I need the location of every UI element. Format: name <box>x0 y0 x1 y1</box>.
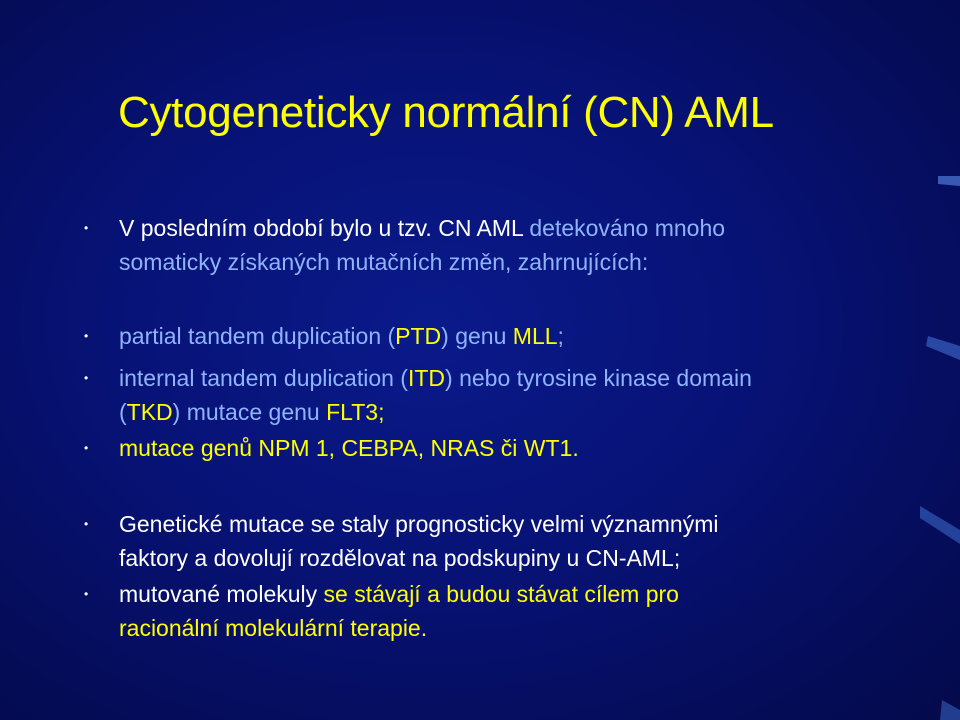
bullet-marker: • <box>84 329 89 343</box>
bullet-line <box>119 432 859 464</box>
bullet-text-segment: PTD <box>395 323 442 349</box>
bullet-text-segment: somaticky získaných mutačních změn <box>119 249 506 275</box>
bullet-text-segment: TKD <box>126 399 173 425</box>
slide-title: Cytogeneticky normální (CN) AML <box>118 88 774 137</box>
bullet-text-segment: MLL <box>512 323 558 349</box>
edge-stripe <box>938 176 960 186</box>
edge-stripe <box>940 700 960 720</box>
bullet-text-segment: mutace genů NPM 1, CEBPA, NRAS či WT1. <box>119 435 579 461</box>
bullet-line <box>119 612 859 644</box>
edge-stripe <box>920 506 960 544</box>
bullet-text-segment: Genetické mutace se staly prognosticky velmi významnými <box>119 511 719 537</box>
bullet-line <box>119 246 859 278</box>
bullet-text-segment: ) nebo tyrosine kinase domain <box>445 365 752 391</box>
bullet-text-segment: faktory a dovolují rozdělovat na podskupiny u CN-AML; <box>119 545 681 571</box>
bullet-line <box>119 578 859 610</box>
bullet-text-segment: ITD <box>407 365 446 391</box>
bullet-marker: • <box>84 517 89 531</box>
bullet-text-segment: ) genu <box>441 323 513 349</box>
bullet-text-segment: mutované molekuly <box>119 581 324 607</box>
edge-stripes-decoration <box>920 0 960 720</box>
bullet-text-segment: internal tandem duplication ( <box>119 365 408 391</box>
bullet-text-segment: , zahrnujících: <box>505 249 649 275</box>
bullet-text-segment: detekováno mnoho <box>529 215 726 241</box>
bullet-marker: • <box>84 221 89 235</box>
bullet-text-segment: se stávají a budou stávat cílem pro <box>323 581 679 607</box>
bullet-text-segment: ) mutace genu <box>172 399 327 425</box>
bullet-marker: • <box>84 587 89 601</box>
bullet-line <box>119 362 859 394</box>
bullet-text-segment: ( <box>119 399 127 425</box>
bullet-marker: • <box>84 371 89 385</box>
bullet-line <box>119 320 859 352</box>
bullet-line <box>119 396 859 428</box>
bullet-text-segment: ; <box>557 323 564 349</box>
bullet-text-segment: FLT3; <box>326 399 385 425</box>
bullet-line <box>119 508 859 540</box>
edge-stripe <box>926 336 960 360</box>
bullet-marker: • <box>84 441 89 455</box>
bullet-text-segment: V posledním období bylo u tzv. CN AML <box>119 215 530 241</box>
bullet-line <box>119 212 859 244</box>
bullet-text-segment: partial tandem duplication ( <box>119 323 396 349</box>
bullet-line <box>119 542 859 574</box>
bullet-text-segment: racionální molekulární terapie. <box>119 615 428 641</box>
